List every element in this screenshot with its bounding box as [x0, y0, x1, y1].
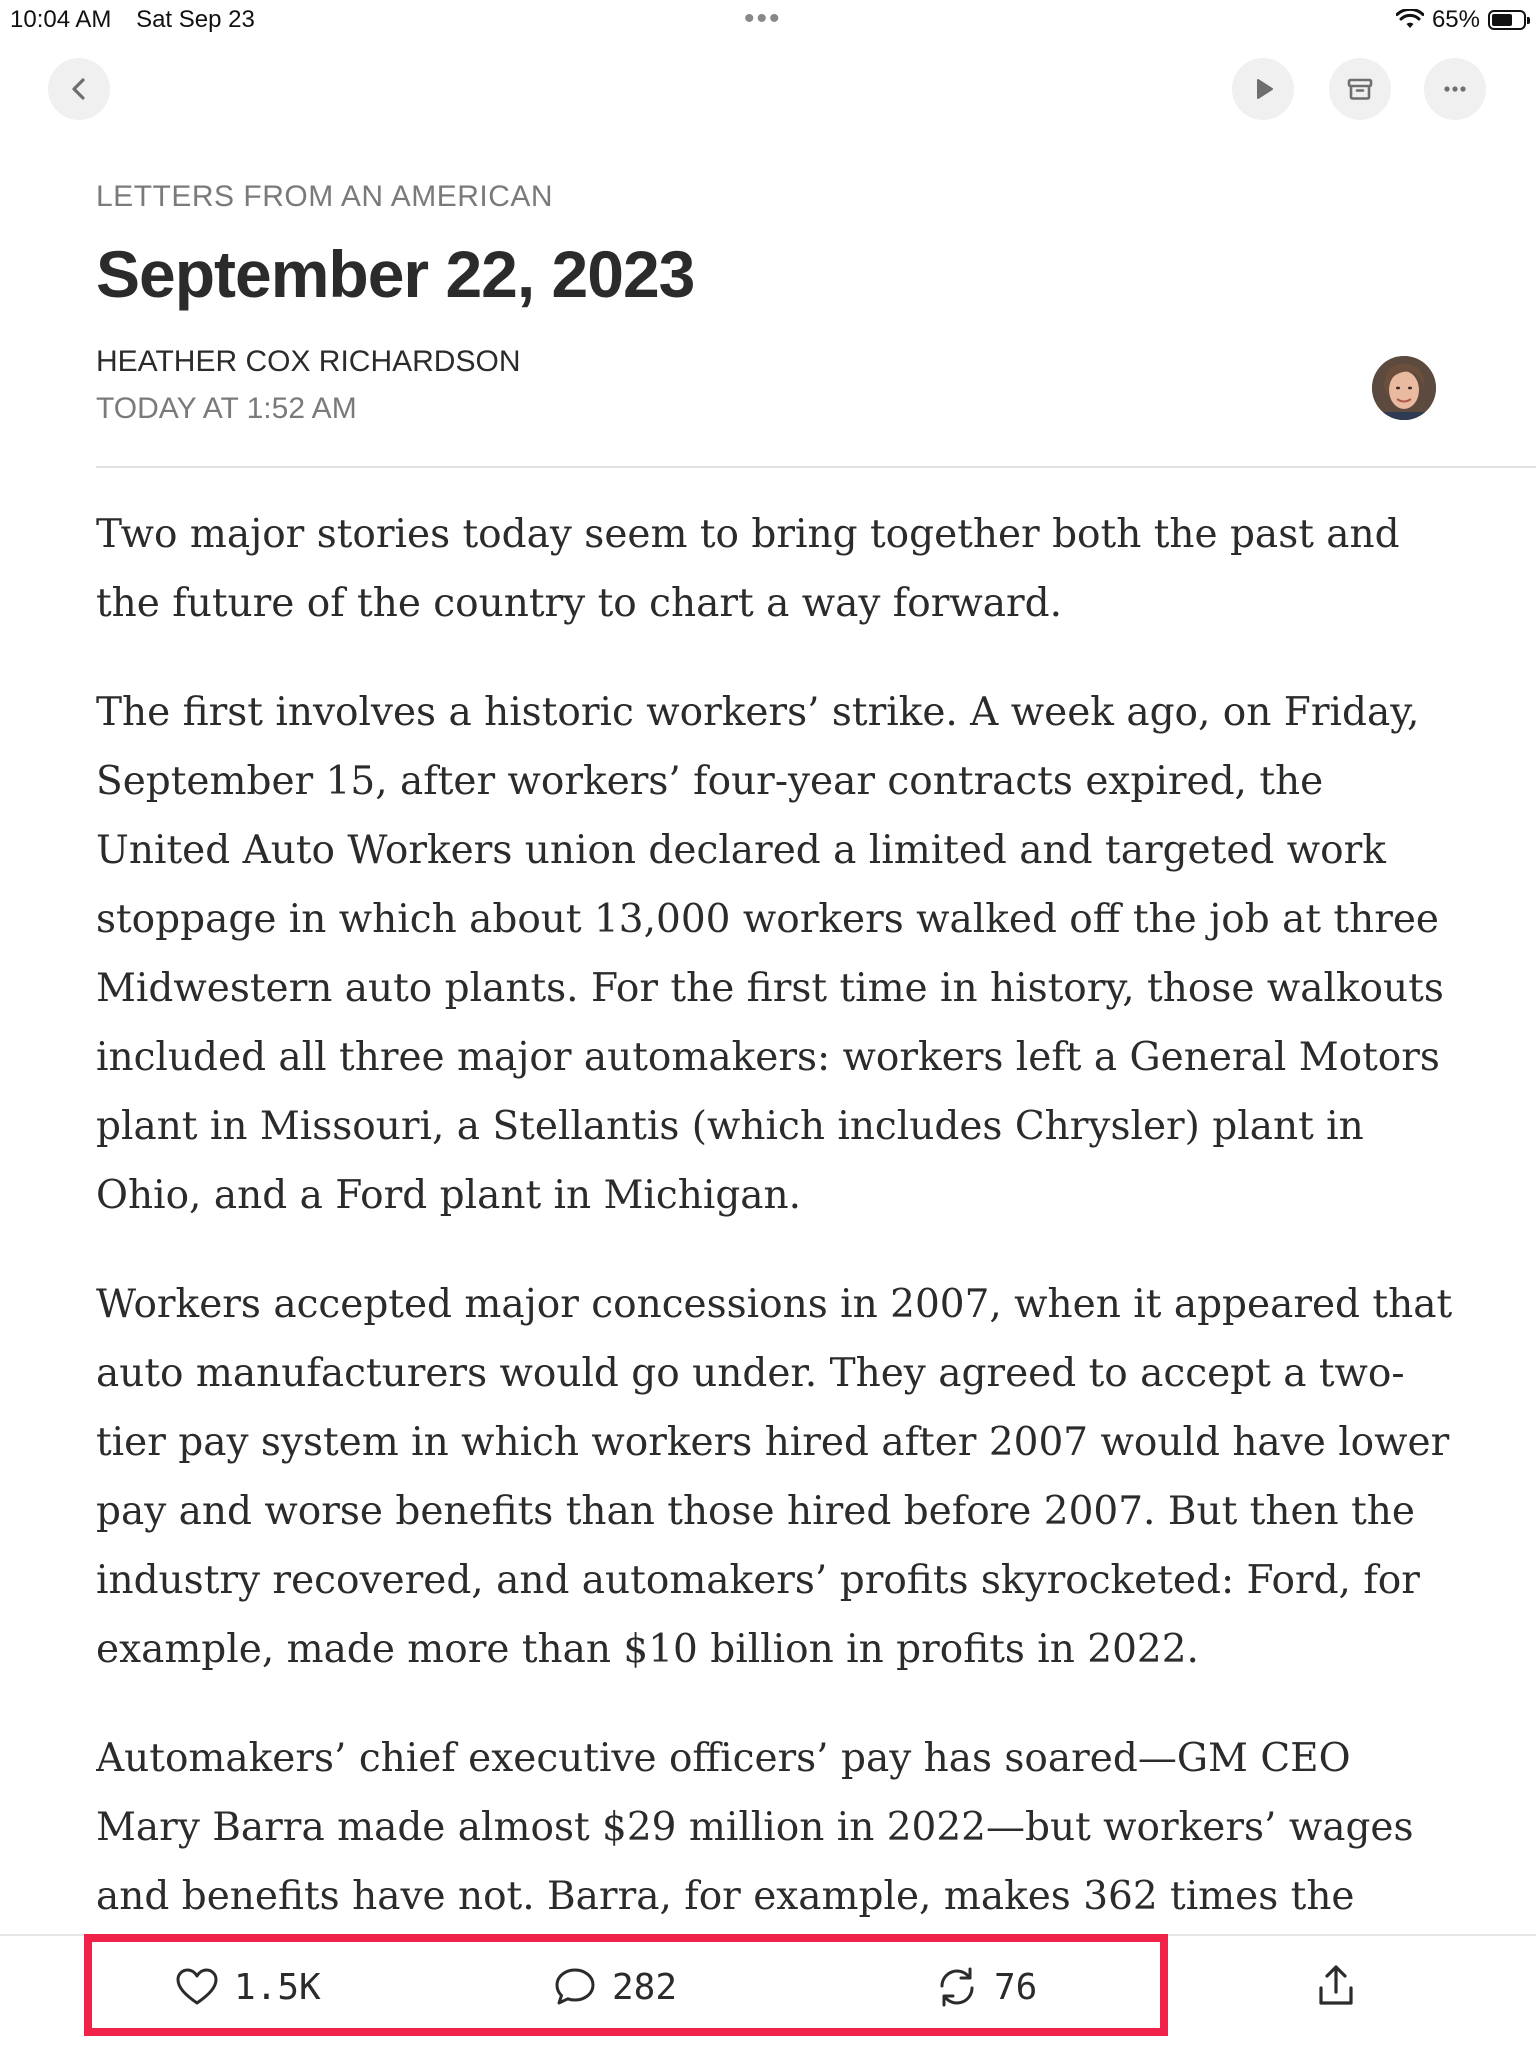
chevron-left-icon: [64, 74, 94, 104]
publication-name[interactable]: LETTERS FROM AN AMERICAN: [96, 180, 554, 213]
article-paragraph: Two major stories today seem to bring together both the past and the future of the country to chart a way forward.: [96, 512, 1400, 626]
ellipsis-icon: [1440, 74, 1470, 104]
comment-count: 282: [612, 1966, 678, 2008]
article-paragraph: Automakers’ chief executive officers’ pay has soared—GM CEO Mary Barra made almost $29 million in 2022—but workers’ wages and benefits have not. Barra, for example, makes 362 times the: [96, 1736, 1414, 1919]
status-date: Sat Sep 23: [136, 6, 255, 33]
like-button[interactable]: [174, 1964, 321, 2010]
play-icon: [1248, 74, 1278, 104]
status-time: 10:04 AM: [10, 6, 112, 33]
wifi-icon: [1396, 9, 1424, 31]
header-divider: [96, 466, 1536, 468]
post-date: TODAY AT 1:52 AM: [96, 392, 357, 425]
article-body: [96, 500, 1456, 1930]
heart-icon: [174, 1964, 220, 2010]
article-paragraph: Workers accepted major concessions in 2007, when it appeared that auto manufacturers would go under. They agreed to accept a two-tier pay system in which workers hired after 2007 would have lower pay and worse benefits than those hired before 2007. But then the industry recovered, and automakers’ profits skyrocketed: Ford, for example, made more than $10 billion in profits in 2022.: [96, 1282, 1453, 1672]
share-icon: [1312, 1962, 1360, 2010]
play-audio-button[interactable]: [1232, 58, 1294, 120]
restack-button[interactable]: [934, 1964, 1037, 2010]
back-button[interactable]: [48, 58, 110, 120]
more-options-button[interactable]: [1424, 58, 1486, 120]
post-title: September 22, 2023: [96, 237, 695, 311]
battery-icon: [1488, 10, 1526, 30]
status-bar: [0, 0, 1536, 40]
avatar-portrait: [1372, 356, 1436, 420]
author-name[interactable]: HEATHER COX RICHARDSON: [96, 345, 521, 378]
comment-bubble-icon: [552, 1964, 598, 2010]
restack-count: 76: [994, 1966, 1038, 2008]
archive-icon: [1345, 74, 1375, 104]
battery-percent: 65%: [1431, 6, 1480, 33]
article-paragraph: The first involves a historic workers’ strike. A week ago, on Friday, September 15, after workers’ four-year contracts expired, the United Auto Workers union declared a limited and targeted work stoppage in which about 13,000 workers walked off the job at three Midwestern auto plants. For the first time in history, those walkouts included all three major automakers: workers left a General Motors plant in Missouri, a Stellantis (which includes Chrysler) plant in Ohio, and a Ford plant in Michigan.: [96, 690, 1444, 1218]
multitasking-dots-icon[interactable]: •••: [744, 2, 782, 35]
comment-button[interactable]: [552, 1964, 677, 2010]
author-avatar[interactable]: [1372, 356, 1436, 420]
share-button[interactable]: [1312, 1962, 1360, 2015]
archive-button[interactable]: [1329, 58, 1391, 120]
restack-arrows-icon: [934, 1964, 980, 2010]
like-count: 1.5K: [234, 1966, 321, 2008]
battery-level: [1492, 14, 1512, 26]
